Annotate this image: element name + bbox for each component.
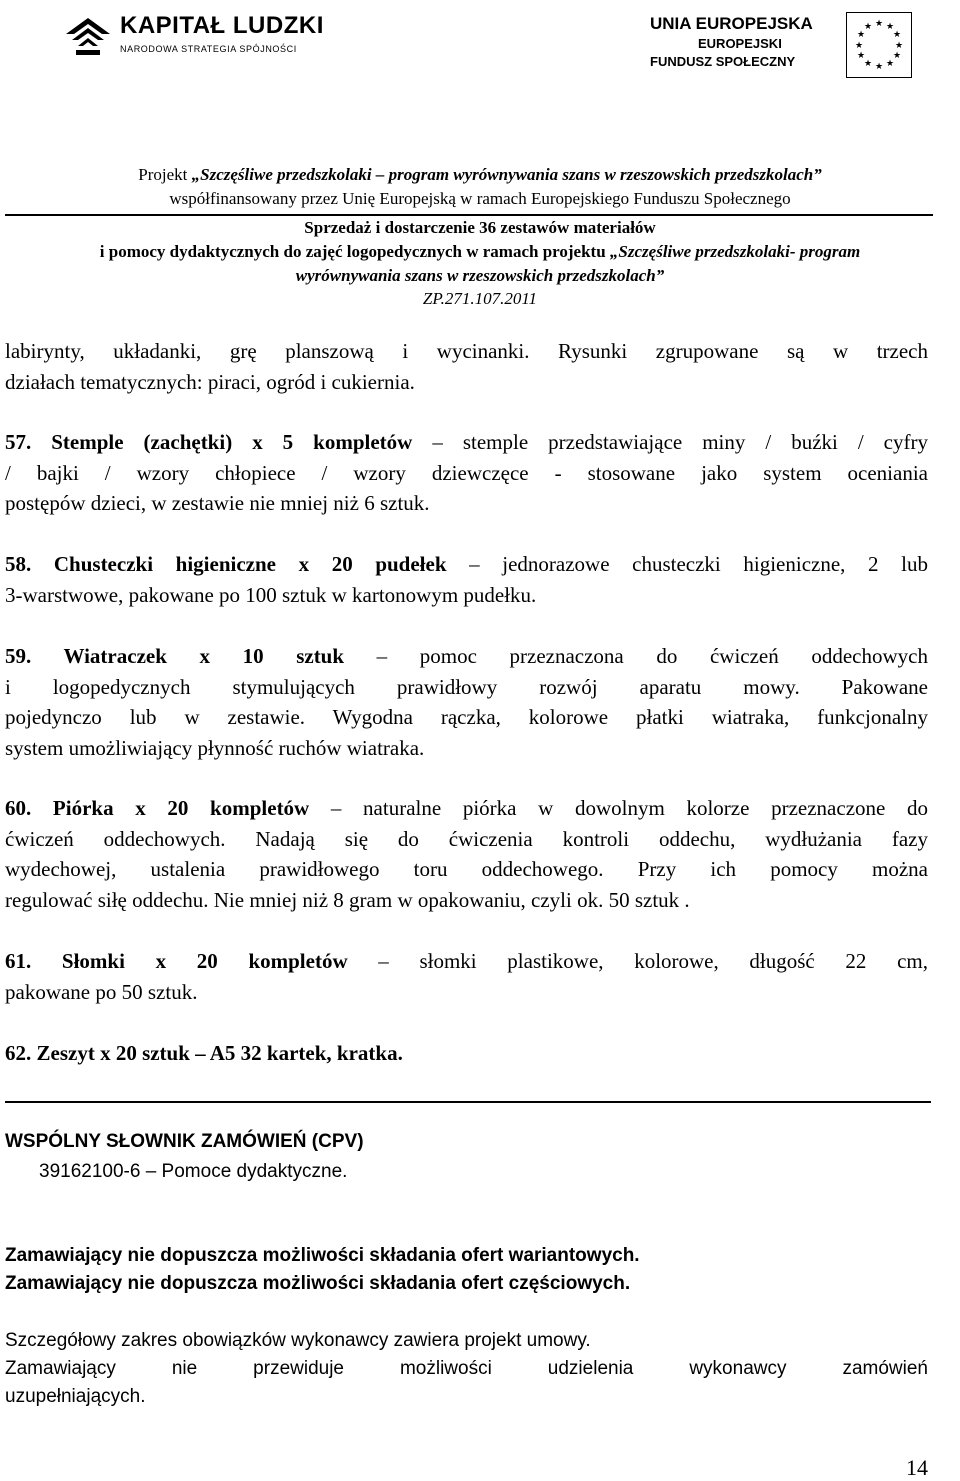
text-line: 3-warstwowe, pakowane po 100 sztuk w kartonowym pudełku.: [5, 582, 537, 607]
project-prefix: Projekt: [138, 165, 192, 184]
project-title: „Szczęśliwe przedszkolaki – program wyrównywania szans w rzeszowskich przedszkolach”: [191, 165, 822, 184]
item-60: [5, 793, 928, 915]
section-divider: [5, 1101, 931, 1103]
svg-text:★: ★: [874, 62, 884, 72]
eu-line2: EUROPEJSKI: [698, 36, 782, 51]
text-line: – słomki plastikowe, kolorowe, długość 22 cm,: [347, 949, 928, 973]
text-line: pakowane po 50 sztuk.: [5, 979, 198, 1004]
text-line: – stemple przedstawiające miny / buźki / cyfry: [412, 430, 928, 454]
text-line: pojedynczo lub w zestawie. Wygodna rączka, kolorowe płatki wiatraka, funkcjonalny: [5, 705, 928, 729]
kapital-ludzki-emblem-icon: [62, 14, 114, 66]
note-contract-scope: Szczegółowy zakres obowiązków wykonawcy zawiera projekt umowy.: [5, 1330, 591, 1351]
item-57-title: 57. Stemple (zachętki) x 5 kompletów: [5, 430, 413, 454]
item-58-title: 58. Chusteczki higieniczne x 20 pudełek: [5, 552, 447, 576]
text-line: i logopedycznych stymulujących prawidłowy rozwój aparatu mowy. Pakowane: [5, 674, 928, 699]
item-60-title: 60. Piórka x 20 kompletów: [5, 796, 310, 820]
header-divider: [5, 214, 933, 216]
text-line: labirynty, układanki, grę planszową i wycinanki. Rysunki zgrupowane są w trzech: [5, 339, 928, 363]
eu-logo: [650, 10, 950, 80]
eu-stars-flag-icon: [846, 12, 912, 78]
cofinanced-line: współfinansowany przez Unię Europejską w ramach Europejskiego Funduszu Społecznego: [169, 189, 791, 208]
item-62-title: 62. Zeszyt x 20 sztuk – A5 32 kartek, kratka.: [5, 1041, 403, 1065]
item-61: [5, 946, 928, 1007]
eu-line3: FUNDUSZ SPOŁECZNY: [650, 54, 796, 69]
svg-text:★: ★: [856, 30, 866, 40]
text-line: – naturalne piórka w dowolnym kolorze przeznaczone do: [309, 796, 928, 820]
svg-text:★: ★: [874, 19, 884, 29]
reference-number: ZP.271.107.2011: [422, 289, 538, 308]
text-line: ćwiczeń oddechowych. Nadają się do ćwiczenia kontroli oddechu, wydłużania fazy: [5, 826, 928, 851]
page-number: 14: [906, 1455, 928, 1480]
subject-line-2-prefix: i pomocy dydaktycznych do zajęć logopedycznych w ramach projektu: [99, 242, 610, 261]
item-59-title: 59. Wiatraczek x 10 sztuk: [5, 644, 345, 668]
item-59: [5, 641, 928, 763]
text-line: postępów dzieci, w zestawie nie mniej niż 6 sztuk.: [5, 491, 430, 515]
svg-text:★: ★: [892, 51, 902, 61]
note-supplementary-line1: Zamawiający nie przewiduje możliwości udzielenia wykonawcy zamówień: [5, 1358, 928, 1379]
text-line: system umożliwiający płynność ruchów wiatraka.: [5, 735, 425, 760]
text-line: regulować siłę oddechu. Nie mniej niż 8 gram w opakowaniu, czyli ok. 50 sztuk .: [5, 887, 690, 912]
note-partial-offers: Zamawiający nie dopuszcza możliwości składania ofert częściowych.: [5, 1273, 631, 1294]
svg-text:★: ★: [863, 59, 873, 69]
text-line: działach tematycznych: piraci, ogród i cukiernia.: [5, 369, 415, 394]
svg-text:★: ★: [856, 51, 866, 61]
subject-line-1: Sprzedaż i dostarczenie 36 zestawów materiałów: [304, 218, 656, 237]
text-line: wydechowej, ustalenia prawidłowego toru oddechowego. Przy ich pomocy można: [5, 857, 928, 881]
svg-text:★: ★: [892, 30, 902, 40]
item-continuation: [5, 336, 928, 397]
kapital-ludzki-title: KAPITAŁ LUDZKI: [120, 12, 324, 39]
note-variant-offers: Zamawiający nie dopuszcza możliwości składania ofert wariantowych.: [5, 1245, 640, 1266]
kapital-ludzki-subtitle: NARODOWA STRATEGIA SPÓJNOŚCI: [120, 44, 297, 54]
svg-text:★: ★: [863, 22, 873, 32]
cpv-heading: WSPÓLNY SŁOWNIK ZAMÓWIEŃ (CPV): [5, 1131, 364, 1152]
text-line: – pomoc przeznaczona do ćwiczeń oddechowych: [344, 644, 928, 668]
svg-text:★: ★: [854, 41, 864, 51]
subject-line-2: [0, 242, 960, 262]
subject-line-3: wyrównywania szans w rzeszowskich przedszkolach”: [295, 266, 665, 285]
note-supplementary-line2: uzupełniających.: [5, 1386, 146, 1407]
svg-text:★: ★: [885, 59, 895, 69]
item-61-title: 61. Słomki x 20 kompletów: [5, 949, 348, 973]
project-title-line: [0, 165, 960, 185]
kapital-ludzki-logo: [62, 10, 322, 80]
cpv-code: 39162100-6 – Pomoce dydaktyczne.: [39, 1161, 348, 1182]
text-line: / bajki / wzory chłopiece / wzory dziewczęce - stosowane jako system oceniania: [5, 460, 928, 485]
text-line: – jednorazowe chusteczki higieniczne, 2 lub: [446, 552, 928, 576]
subject-line-2-italic: „Szczęśliwe przedszkolaki- program: [609, 242, 861, 261]
item-58: [5, 549, 928, 610]
item-62: [5, 1038, 928, 1069]
svg-text:★: ★: [885, 22, 895, 32]
eu-line1: UNIA EUROPEJSKA: [650, 14, 813, 33]
item-57: [5, 427, 928, 519]
svg-text:★: ★: [894, 41, 904, 51]
